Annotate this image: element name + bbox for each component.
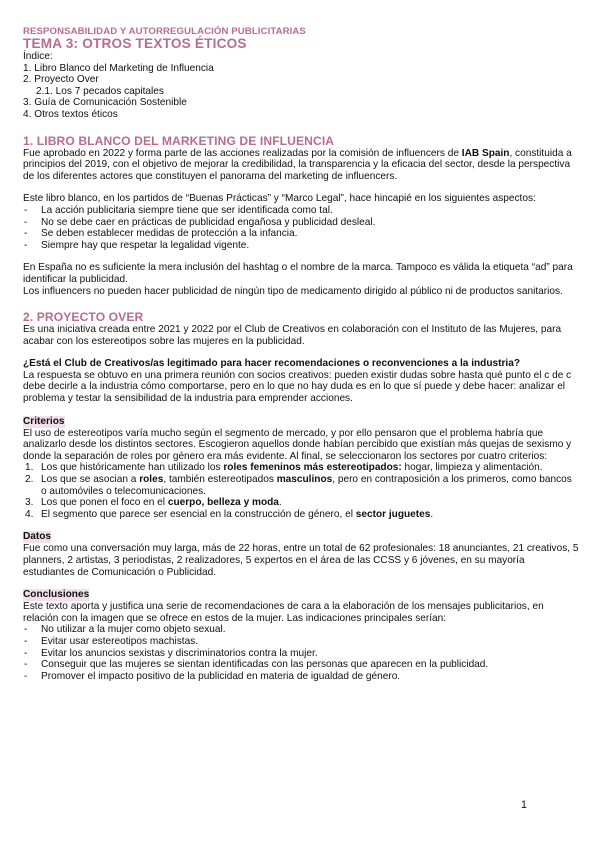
list-item: - No se debe caer en prácticas de publicidad engañosa y publicidad desleal. [23,217,579,229]
conclusiones-heading: Conclusiones [23,589,90,601]
section-1-heading: 1. LIBRO BLANCO DEL MARKETING DE INFLUENCIA [23,133,335,148]
index-item: 2.1. Los 7 pecados capitales [36,85,164,97]
section-2-intro: Es una iniciativa creada entre 2021 y 2022 por el Club de Creativos en colaboración con el Instituto de las Mujeres, para acabar con los estereotipos sobre las mujeres en la publicidad. [23,324,562,347]
list-item: - Se deben establecer medidas de protección a la infancia. [23,228,579,240]
criterios-heading: Criterios [23,415,65,427]
section-2-heading: 2. PROYECTO OVER [23,310,144,325]
criterion-item: 3. Los que ponen el foco en el cuerpo, belleza y moda. [25,497,282,509]
course-title: RESPONSABILIDAD Y AUTORREGULACIÓN PUBLICITARIAS [23,26,306,37]
section-1-intro: Fue aprobado en 2022 y forma parte de las acciones realizadas por la comisión de influencers de IAB Spain, constituida a principios del 2019, con el objetivo de mejorar la credibilidad, la transparencia y la eficacia del sector, desde la perspectiva de los diferentes actores que constituyen el panorama del marketing de influencers. [23,147,572,182]
criterion-item: 4. El segmento que parece ser esencial en la construcción de género, el sector juguetes. [25,508,434,520]
section-2-answer: La respuesta se obtuvo en una primera reunión con socios creativos: pueden existir dudas sobre hasta qué punto el c de c debe decirle a la industria cómo comportarse, pero en lo que no hay duda es en lo que sí puede y debe hacer: analizar el problema y testar la sensibilidad de la industria para emprender acciones. [23,369,572,405]
section-2-question: ¿Está el Club de Creativos/as legitimado para hacer recomendaciones o reconvenciones a la industria? [23,358,521,370]
index-label: Índice: [23,51,53,62]
section-1-aspects-intro: Este libro blanco, en los partidos de “Buenas Prácticas” y “Marco Legal”, hace hincapié en los siguientes aspectos: [23,193,536,205]
index-item: 2. Proyecto Over [23,74,99,86]
index-item: 1. Libro Blanco del Marketing de Influencia [23,62,214,74]
list-item: - Evitar usar estereotipos machistas. [23,636,579,648]
criterion-item: 1. Los que históricamente han utilizado los roles femeninos más estereotipados: hogar, limpieza y alimentación. [25,462,543,474]
list-item: - Siempre hay que respetar la legalidad vigente. [23,240,579,252]
section-1-medicines-note: Los influencers no pueden hacer publicidad de ningún tipo de medicamento dirigido al público ni de productos sanitarios. [23,285,563,297]
section-1-hashtag-note: En España no es suficiente la mera inclusión del hashtag o el nombre de la marca. Tampoco es válida la etiqueta “ad” para identificar la publicidad. [23,262,573,285]
list-item: - Evitar los anuncios sexistas y discriminatorios contra la mujer. [23,648,579,660]
document-page [23,26,579,682]
list-item: - La acción publicitaria siempre tiene que ser identificada como tal. [23,205,579,217]
index [23,51,579,121]
page-number: 1 [521,799,527,811]
list-item: - Promover el impacto positivo de la publicidad en materia de igualdad de género. [23,671,579,683]
criterios-text: El uso de estereotipos varía mucho según el segmento de mercado, y por ello pensaron que el problema habría que analizarlo desde los distintos sectores. Escogieron aquellos donde habían percibido que existían más quejas de sexismo y donde la separación de roles por género era más evidente. Al final, se seleccionaron los sectores por cuatro criterios: [23,427,572,462]
index-item: 3. Guía de Comunicación Sostenible [23,97,187,109]
index-item: 4. Otros textos éticos [23,108,118,120]
criterion-item: 2. Los que se asocian a roles, también estereotipados masculinos, pero en contraposición a los primeros, como bancos o automóviles o telecomunicaciones. [25,474,572,497]
topic-title: TEMA 3: OTROS TEXTOS ÉTICOS [23,36,247,51]
list-item: - Conseguir que las mujeres se sientan identificadas con las personas que aparecen en la publicidad. [23,659,579,671]
list-item: - No utilizar a la mujer como objeto sexual. [23,624,579,636]
datos-text: Fue como una conversación muy larga, más de 22 horas, entre un total de 62 profesionales: 18 anunciantes, 21 creativos, 5 planners, 2 artistas, 3 periodistas, 2 realizadores, 5 expertos en el área de las CCSS y 6 jóvenes, en su mayoría estudiantes de Comunicación o Publicidad. [23,543,579,578]
datos-heading: Datos [23,531,52,543]
conclusiones-text: Este texto aporta y justifica una serie de recomendaciones de cara a la elaboración de los mensajes publicitarios, en relación con la imagen que se ofrece en estos de la mujer. Las indicaciones principales serían: [23,601,544,624]
